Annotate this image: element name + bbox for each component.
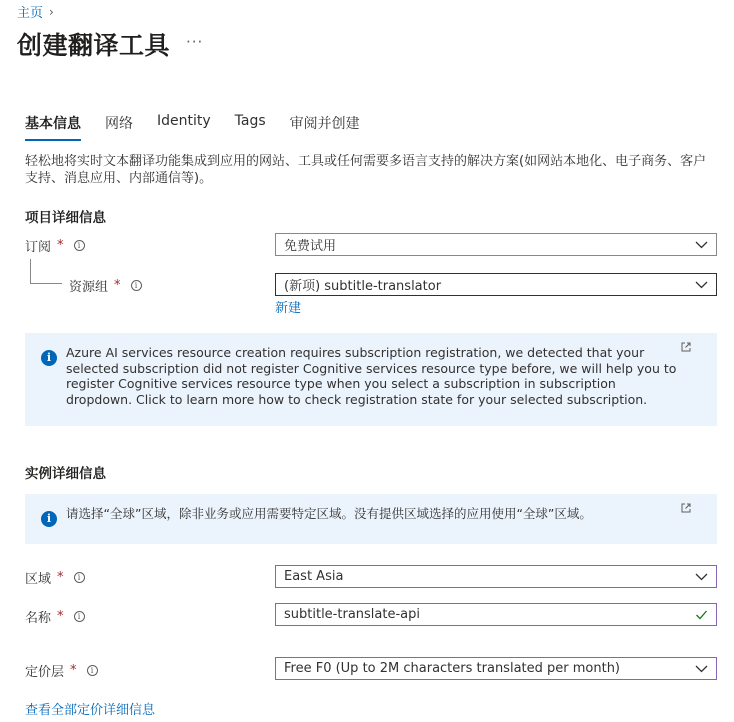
more-options-button[interactable]: ···: [186, 33, 204, 51]
external-link-icon[interactable]: [681, 503, 691, 513]
resource-group-label-text: 资源组: [69, 280, 109, 295]
required-marker: *: [57, 570, 64, 585]
chevron-down-icon: [695, 662, 708, 675]
tree-connector-horizontal: [30, 283, 62, 284]
pricing-tier-dropdown[interactable]: [275, 657, 717, 680]
chevron-down-icon: [695, 278, 708, 291]
page-title: 创建翻译工具: [17, 31, 171, 60]
name-value: subtitle-translate-api: [284, 607, 420, 622]
view-pricing-details-link[interactable]: 查看全部定价详细信息: [25, 703, 156, 718]
tree-connector-vertical: [30, 259, 31, 283]
pricing-tier-label-text: 定价层: [25, 665, 65, 680]
subscription-label-text: 订阅: [25, 240, 52, 255]
checkmark-icon: [695, 608, 708, 621]
breadcrumb: [17, 2, 54, 21]
required-marker: *: [57, 238, 64, 253]
region-label: [25, 568, 85, 587]
chevron-down-icon: [695, 570, 708, 583]
project-details-heading: 项目详细信息: [25, 210, 106, 226]
chevron-right-icon: ›: [49, 4, 54, 19]
region-label-text: 区域: [25, 572, 52, 587]
subscription-value: 免费试用: [284, 239, 337, 254]
required-marker: *: [70, 663, 77, 678]
tab-bar: [25, 113, 384, 141]
info-icon[interactable]: i: [74, 240, 85, 251]
tab-identity[interactable]: Identity: [157, 113, 211, 129]
subscription-label: [25, 236, 85, 255]
name-input[interactable]: [275, 603, 717, 626]
region-notice-text: 请选择“全球”区域，除非业务或应用需要特定区域。没有提供区域选择的应用使用“全球”区域。: [66, 506, 592, 521]
required-marker: *: [114, 278, 121, 293]
tab-basics[interactable]: 基本信息: [25, 113, 81, 141]
resource-group-label: [69, 276, 142, 295]
info-icon: i: [41, 511, 57, 527]
subscription-notice-text: Azure AI services resource creation requires subscription registration, we detected that your selected subscription did not register Cognitive services resource type before, we will help you to register Cognitive services resource type when you select a subscription in subscription dropdown. Click to learn more how to check registration state for your selected subscription.: [66, 345, 677, 407]
subscription-dropdown[interactable]: [275, 233, 717, 256]
info-icon[interactable]: i: [87, 665, 98, 676]
name-label: [25, 607, 85, 626]
tab-review-create[interactable]: 审阅并创建: [289, 116, 360, 132]
info-icon[interactable]: i: [131, 280, 142, 291]
page-description: 轻松地将实时文本翻译功能集成到应用的网站、工具或任何需要多语言支持的解决方案(如网站本地化、电子商务、客户支持、消息应用、内部通信等)。: [25, 154, 707, 186]
region-value: East Asia: [284, 569, 344, 584]
resource-group-dropdown[interactable]: [275, 273, 717, 296]
chevron-down-icon: [695, 238, 708, 251]
external-link-icon[interactable]: [681, 342, 691, 352]
pricing-tier-value: Free F0 (Up to 2M characters translated per month): [284, 661, 621, 676]
create-new-resource-group-link[interactable]: 新建: [275, 301, 302, 316]
instance-details-heading: 实例详细信息: [25, 466, 106, 482]
subscription-registration-notice[interactable]: [25, 333, 717, 426]
tab-networking[interactable]: 网络: [105, 116, 133, 132]
tab-tags[interactable]: Tags: [234, 113, 266, 129]
info-icon[interactable]: i: [74, 611, 85, 622]
resource-group-value: (新项) subtitle-translator: [284, 279, 442, 294]
name-label-text: 名称: [25, 611, 52, 626]
info-icon: i: [41, 350, 57, 366]
region-dropdown[interactable]: [275, 565, 717, 588]
required-marker: *: [57, 609, 64, 624]
info-icon[interactable]: i: [74, 572, 85, 583]
region-notice[interactable]: [25, 494, 717, 544]
breadcrumb-home-link[interactable]: 主页: [17, 6, 44, 21]
pricing-tier-label: [25, 661, 98, 680]
